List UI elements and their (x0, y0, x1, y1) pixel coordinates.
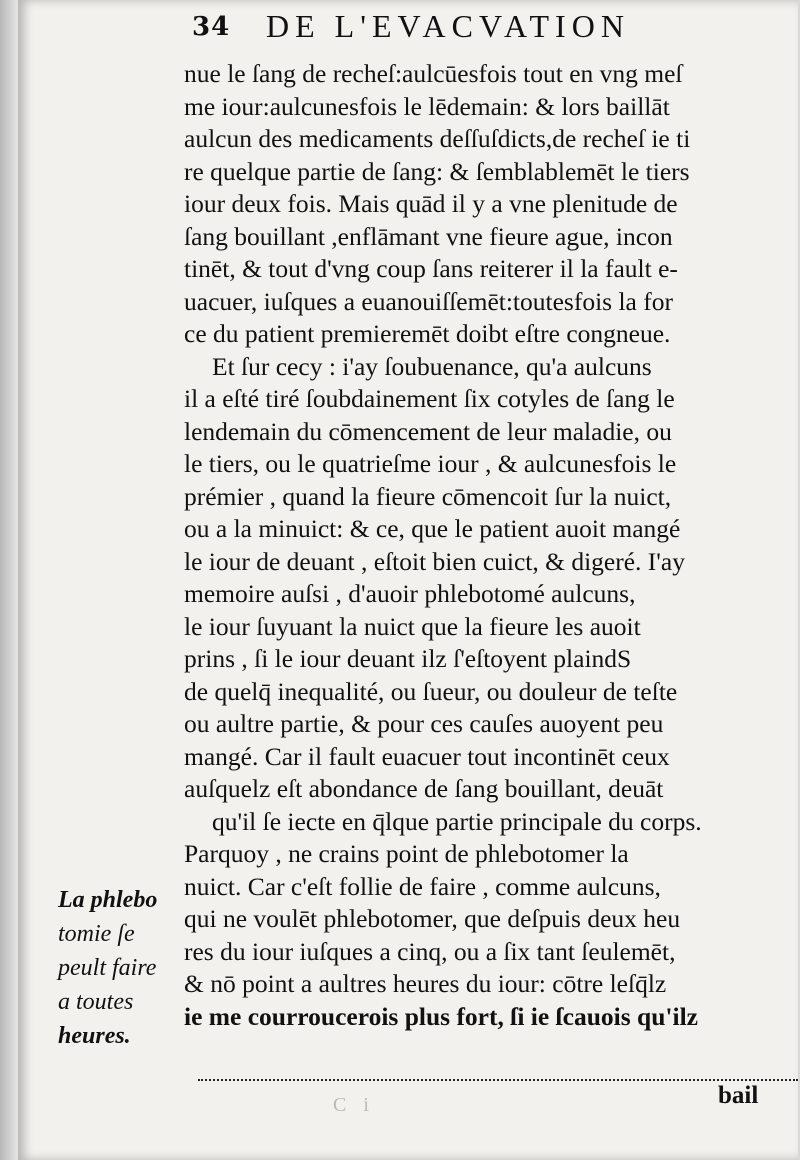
text-line: tinēt, & tout d'vng coup ſans reiterer il la fault e- (184, 254, 678, 283)
catchword: bail (718, 1082, 759, 1109)
running-title: DE L'EVACVATION (266, 8, 630, 44)
text-line: & nō point a aultres heures du iour: cōtre leſq̄lz (184, 969, 667, 998)
text-line: il a eſté tiré ſoubdainement ſix cotyles de ſang le (184, 384, 675, 413)
text-line: le iour de deuant , eſtoit bien cuict, & digeré. I'ay (184, 546, 685, 576)
text-line: qu'il ſe iecte en q̄lque partie principale du corps. (212, 806, 702, 836)
margin-note (58, 883, 198, 1053)
margin-note-line: heures. (58, 1023, 131, 1049)
text-line: re quelque partie de ſang: & ſemblablemēt le tiers (184, 156, 690, 186)
text-line: ce du patient premieremēt doibt eſtre congneue. (184, 319, 671, 348)
text-line: nue le ſang de recheſ:aulcūesfois tout en vng meſ (184, 59, 683, 88)
signature-mark: C i (333, 1094, 375, 1116)
dotted-rule (198, 1077, 798, 1081)
text-line: lendemain du cōmencement de leur maladie, ou (184, 416, 672, 446)
text-line: qui ne voulēt phlebotomer, que deſpuis deux heu (184, 904, 681, 933)
text-line: prins , ſi le iour deuant ilz ſ'eſtoyent plaindS (184, 644, 632, 673)
text-line: Parquoy , ne crains point de phlebotomer la (184, 839, 629, 868)
text-line: ou a la minuict: & ce, que le patient auoit mangé (184, 514, 681, 543)
margin-note-line: peult faire (58, 955, 157, 981)
text-line: de quelq̄ inequalité, ou ſueur, ou douleur de teſte (184, 676, 678, 706)
text-line: Et ſur cecy : i'ay ſoubuenance, qu'a aulcuns (212, 351, 652, 381)
text-line: aulcun des medicaments deſſuſdicts,de recheſ ie ti (184, 124, 691, 153)
text-line: ie me courroucerois plus fort, ſi ie ſcauois qu'ilz (184, 1001, 698, 1031)
text-line: ou aultre partie, & pour ces cauſes auoyent peu (184, 709, 664, 738)
text-line: mangé. Car il fault euacuer tout incontinēt ceux (184, 741, 670, 771)
text-line: le tiers, ou le quatrieſme iour , & aulcunesfois le (184, 449, 677, 478)
text-line: nuict. Car c'eſt follie de faire , comme aulcuns, (184, 871, 661, 901)
margin-note-line: tomie ſe (58, 921, 135, 947)
text-line: ſang bouillant ,enflāmant vne fieure ague, incon (184, 221, 673, 251)
book-gutter (0, 0, 18, 1160)
page-number: 34 (192, 12, 231, 42)
text-line: memoire auſsi , d'auoir phlebotomé aulcuns, (184, 579, 636, 608)
text-line: prémier , quand la fieure cōmencoit ſur la nuict, (184, 481, 672, 511)
body-text (184, 58, 799, 1033)
text-line: res du iour iuſques a cinq, ou a ſix tant ſeulemēt, (184, 936, 676, 966)
text-line: iour deux fois. Mais quād il y a vne plenitude de (184, 189, 678, 218)
text-line: auſquelz eſt abondance de ſang bouillant, deuāt (184, 774, 664, 803)
text-line: me iour:aulcunesfois le lēdemain: & lors baillāt (184, 91, 670, 121)
page-header (176, 6, 786, 46)
book-page (18, 0, 798, 1160)
margin-note-line: La phlebo (58, 887, 158, 913)
text-line: le iour ſuyuant la nuict que la fieure les auoit (184, 611, 641, 641)
text-line: uacuer, iuſques a euanouiſſemēt:toutesfois la for (184, 286, 673, 316)
margin-note-line: a toutes (58, 989, 134, 1015)
